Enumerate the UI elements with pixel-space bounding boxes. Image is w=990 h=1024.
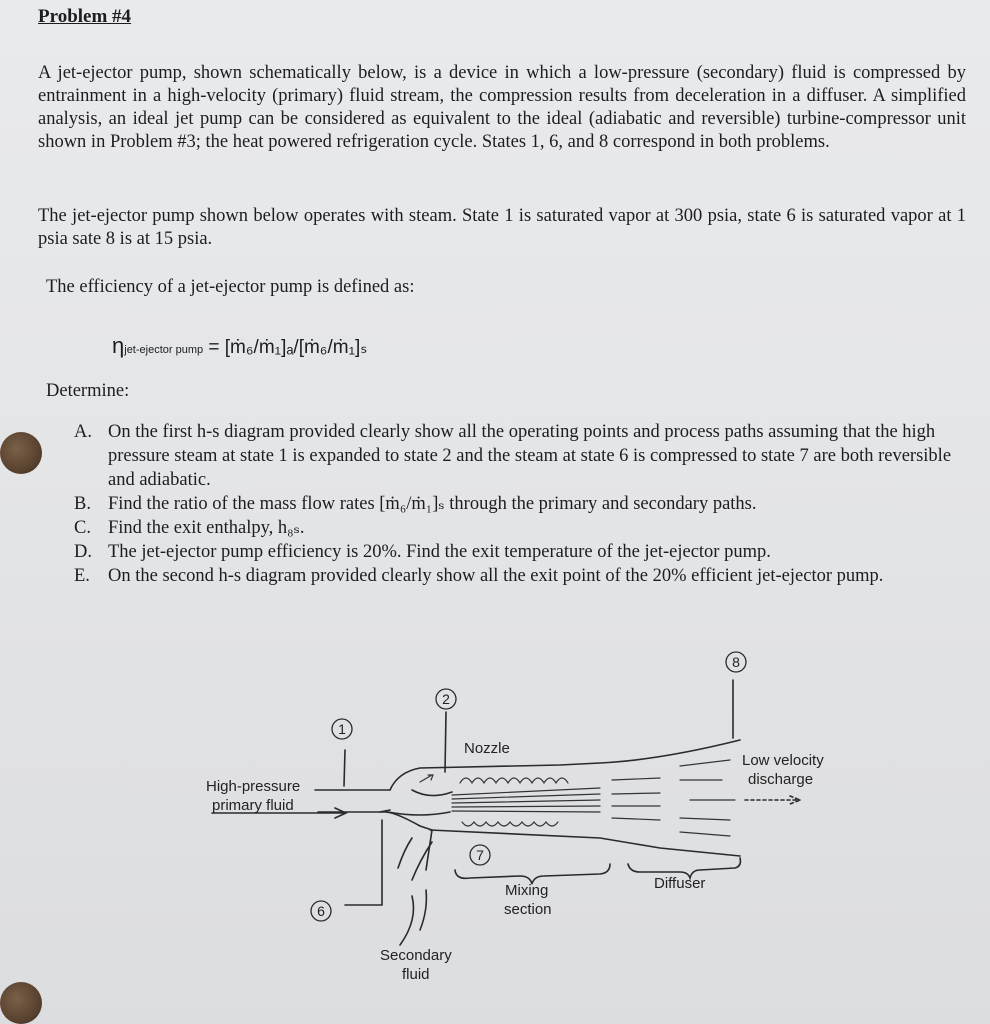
- casing-bottom: [380, 810, 740, 856]
- state-8-label: 8: [732, 654, 740, 670]
- jet-streamline: [452, 794, 600, 799]
- jet-streamline: [452, 788, 600, 795]
- state-1-marker: [344, 750, 345, 786]
- primary-pipe-bottom: [318, 812, 432, 830]
- efficiency-intro: The efficiency of a jet-ejector pump is defined as:: [46, 277, 415, 297]
- jet-streamline: [452, 800, 600, 803]
- low-velocity-label-2: discharge: [748, 771, 814, 788]
- secondary-pipe-left: [345, 820, 382, 905]
- secondary-pipe-right: [426, 830, 432, 870]
- problem-title: Problem #4: [38, 6, 132, 27]
- discharge-arrow: [745, 796, 800, 804]
- question-c: [74, 516, 979, 540]
- secondary-arrow-4: [420, 890, 426, 930]
- primary-fluid-label-2: primary fluid: [212, 797, 294, 814]
- nozzle-entry-arrow: [420, 775, 433, 782]
- mixing-label-1: Mixing: [505, 882, 549, 899]
- diffuser-label: Diffuser: [654, 875, 706, 892]
- intro-paragraph: A jet-ejector pump, shown schematically below, is a device in which a low-pressure (secondary) fluid is compressed by entrainment in a high-velocity (primary) fluid stream, the compression results from deceleration in a diffuser. A simplified analysis, an ideal jet pump can be considered as equivalent to the ideal (adiabatic and reversible) turbine-compressor unit shown in Problem #3; the heat powered refrigeration cycle. States 1, 6, and 8 correspond in both problems.: [38, 63, 966, 152]
- question-e: [74, 564, 979, 588]
- state-1-label: 1: [338, 721, 346, 737]
- secondary-fluid-label-2: fluid: [402, 966, 430, 983]
- question-a: [74, 420, 979, 492]
- binder-hole-top: [0, 432, 42, 474]
- diffuser-streamline: [612, 793, 660, 794]
- state-7-circle: [470, 845, 490, 865]
- state-2-label: 2: [442, 691, 450, 707]
- nozzle-lower: [388, 812, 450, 815]
- diffuser-streamline: [612, 778, 660, 780]
- question-list: [74, 420, 979, 588]
- secondary-arrow-2: [412, 842, 432, 880]
- mixing-bracket: [455, 864, 610, 884]
- entrained-swirl: [460, 778, 568, 783]
- question-letter: E.: [74, 566, 90, 586]
- question-text: Find the ratio of the mass flow rates [ṁ₆/ṁ₁]ₛ through the primary and secondary paths.: [108, 494, 757, 514]
- state-6-circle: [311, 901, 331, 921]
- determine-heading: Determine:: [46, 381, 130, 401]
- state-7-label: 7: [476, 847, 484, 863]
- mixing-label-2: section: [504, 901, 552, 918]
- efficiency-formula: [112, 333, 367, 359]
- formula-subscript: jet-ejector pump: [124, 344, 204, 356]
- primary-fluid-label-1: High-pressure: [206, 778, 301, 795]
- casing-top: [390, 740, 740, 790]
- secondary-fluid-label-1: Secondary: [380, 947, 452, 964]
- question-letter: D.: [74, 542, 92, 562]
- formula-rhs: = [ṁ₆/ṁ₁]ₐ/[ṁ₆/ṁ₁]ₛ: [203, 337, 368, 358]
- binder-hole-bottom: [0, 982, 42, 1024]
- entrained-swirl: [462, 822, 558, 826]
- question-letter: C.: [74, 518, 91, 538]
- jet-streamline: [452, 806, 600, 807]
- jet-streamline: [452, 811, 600, 812]
- low-velocity-label-1: Low velocity: [742, 752, 824, 769]
- diffuser-streamline: [680, 832, 730, 836]
- state-2-circle: [436, 689, 456, 709]
- diffuser-streamline: [612, 818, 660, 820]
- secondary-arrow-1: [398, 838, 412, 868]
- diffuser-streamline: [680, 818, 730, 820]
- secondary-arrow-3: [400, 896, 414, 945]
- state-6-label: 6: [317, 903, 325, 919]
- state-8-circle: [726, 652, 746, 672]
- question-text: The jet-ejector pump efficiency is 20%. Find the exit temperature of the jet-ejector pump.: [108, 542, 771, 562]
- state-2-marker: [445, 712, 446, 772]
- question-d: [74, 540, 979, 564]
- given-paragraph: The jet-ejector pump shown below operates with steam. State 1 is saturated vapor at 300 psia, state 6 is saturated vapor at 1 psia sate 8 is at 15 psia.: [38, 206, 966, 249]
- question-text: Find the exit enthalpy, h₈ₛ.: [108, 518, 305, 538]
- question-letter: A.: [74, 422, 92, 442]
- question-text: On the first h-s diagram provided clearly show all the operating points and process paths assuming that the high pressure steam at state 1 is expanded to state 2 and the steam at state 6 is compressed to state 7 are both reversible and adiabatic.: [108, 422, 952, 490]
- question-b: [74, 492, 979, 516]
- diffuser-streamline: [680, 760, 730, 766]
- question-text: On the second h-s diagram provided clearly show all the exit point of the 20% efficient jet-ejector pump.: [108, 566, 884, 586]
- state-1-circle: [332, 719, 352, 739]
- nozzle-label: Nozzle: [464, 740, 510, 757]
- question-letter: B.: [74, 494, 91, 514]
- nozzle-wall: [412, 790, 452, 796]
- formula-eta: η: [112, 333, 125, 358]
